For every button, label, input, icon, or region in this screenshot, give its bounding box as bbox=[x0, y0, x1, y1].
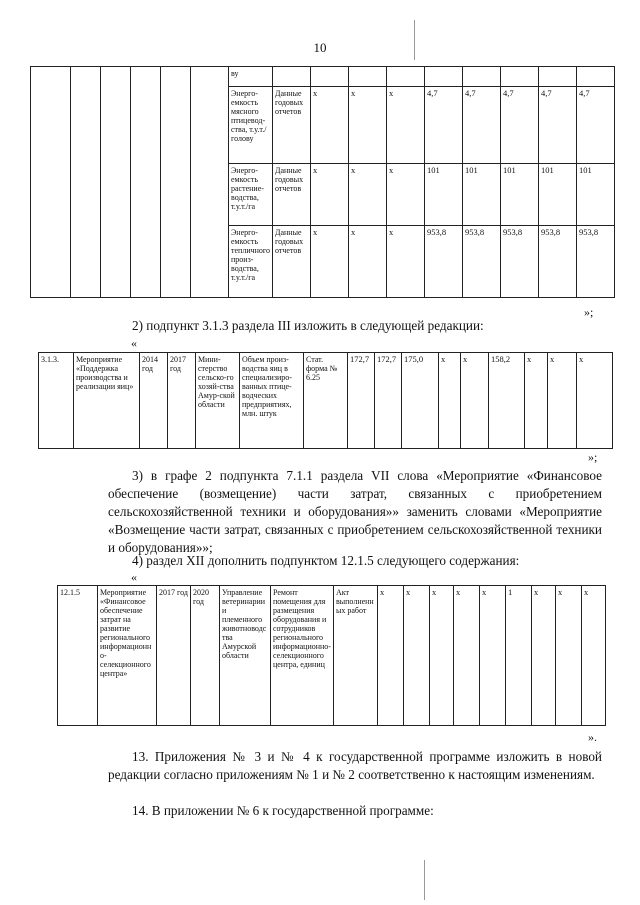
closing-quote-mark: »; bbox=[588, 450, 598, 464]
table-cell: х bbox=[387, 226, 425, 298]
table-cell: х bbox=[480, 586, 506, 726]
table-cell: Стат. форма № 6.25 bbox=[304, 353, 348, 449]
table-cell: х bbox=[439, 353, 461, 449]
table-cell: 953,8 bbox=[501, 226, 539, 298]
table-cell: 953,8 bbox=[463, 226, 501, 298]
closing-quote-mark: »; bbox=[584, 305, 594, 319]
table-cell: 1 bbox=[506, 586, 532, 726]
table-cell: х bbox=[461, 353, 489, 449]
indicator-source: Данные годовых отчетов bbox=[273, 226, 311, 298]
indicator-name: Энерго-емкость растение-водства, т.у.т./га bbox=[229, 164, 273, 226]
paragraph-item-14: 14. В приложении № 6 к государственной программе: bbox=[132, 803, 434, 818]
indicator-source: Данные годовых отчетов bbox=[273, 164, 311, 226]
table-cell: 172,7 bbox=[375, 353, 402, 449]
paragraph-item-2: 2) подпункт 3.1.3 раздела III изложить в следующей редакции: bbox=[132, 318, 484, 333]
table-cell: 175,0 bbox=[402, 353, 439, 449]
table-cell: х bbox=[311, 226, 349, 298]
table-cell: 101 bbox=[539, 164, 577, 226]
opening-quote-mark: « bbox=[131, 336, 137, 350]
table-cell: 2017 год bbox=[157, 586, 191, 726]
table-cell: Ремонт помещения для размещения оборудования и сотрудников регионального информационно-селекционного центра, единиц bbox=[271, 586, 334, 726]
indicator-name: ву bbox=[229, 67, 273, 87]
table-cell: х bbox=[349, 87, 387, 164]
table-cell: 101 bbox=[501, 164, 539, 226]
table-row bbox=[39, 353, 613, 449]
indicator-source bbox=[273, 67, 311, 87]
table-cell: х bbox=[387, 164, 425, 226]
table-cell: Мероприятие «Финансовое обеспечение затрат на развитие регионального информационно-селекционного центра» bbox=[98, 586, 157, 726]
table-cell: х bbox=[387, 87, 425, 164]
opening-quote-mark: « bbox=[131, 570, 137, 584]
scan-fold-line bbox=[414, 20, 415, 60]
table-cell: 4,7 bbox=[577, 87, 615, 164]
table-cell: х bbox=[548, 353, 577, 449]
scan-fold-line bbox=[424, 860, 425, 900]
table-cell: 953,8 bbox=[539, 226, 577, 298]
table-cell: х bbox=[311, 87, 349, 164]
closing-quote-mark: ». bbox=[588, 730, 597, 744]
table-cell: х bbox=[349, 164, 387, 226]
paragraph-item-4: 4) раздел XII дополнить подпунктом 12.1.5 следующего содержания: bbox=[132, 553, 520, 568]
table-cell: Управление ветеринарии и племенного животноводства Амурской области bbox=[220, 586, 271, 726]
table-cell: х bbox=[311, 164, 349, 226]
paragraph-item-13: 13. Приложения № 3 и № 4 к государственной программе изложить в новой редакции согласно приложениям № 1 и № 2 соответственно к настоящим изменениям. bbox=[108, 749, 602, 782]
table-cell: х bbox=[404, 586, 430, 726]
table-cell: 953,8 bbox=[425, 226, 463, 298]
table-cell: 101 bbox=[425, 164, 463, 226]
table-cell: х bbox=[349, 226, 387, 298]
table-cell: Мини-стерство сельско-го хозяй-ства Амур-ской области bbox=[196, 353, 240, 449]
table-cell: х bbox=[525, 353, 548, 449]
table-cell: 158,2 bbox=[489, 353, 525, 449]
table-cell: 101 bbox=[577, 164, 615, 226]
table-cell: 12.1.5 bbox=[58, 586, 98, 726]
table-row bbox=[31, 67, 615, 87]
table-cell: 2017 год bbox=[168, 353, 196, 449]
paragraph-item-3: 3) в графе 2 подпункта 7.1.1 раздела VII слова «Мероприятие «Финансовое обеспечение (возмещение) части затрат, связанных с приобретением сельскохозяйственной техники и оборудования»» заменить словами «Мероприятие «Возмещение части затрат, связанных с приобретением сельскохозяйственной техники и оборудования»»; bbox=[108, 468, 602, 555]
subitem-3-1-3-table bbox=[38, 352, 613, 449]
table-cell: 101 bbox=[463, 164, 501, 226]
table-cell: Мероприятие «Поддержка производства и реализации яиц» bbox=[74, 353, 140, 449]
table-cell: х bbox=[430, 586, 454, 726]
table-cell: 2020 год bbox=[191, 586, 220, 726]
indicator-source: Данные годовых отчетов bbox=[273, 87, 311, 164]
table-cell: х bbox=[556, 586, 582, 726]
indicator-name: Энерго-емкость мясного птицевод-ства, т.у.т./голову bbox=[229, 87, 273, 164]
table-cell: 172,7 bbox=[348, 353, 375, 449]
table-cell: 4,7 bbox=[501, 87, 539, 164]
table-cell: 4,7 bbox=[425, 87, 463, 164]
table-cell: х bbox=[577, 353, 613, 449]
table-cell: 953,8 bbox=[577, 226, 615, 298]
indicator-name: Энерго-емкость тепличного произ-водства, т.у.т./га bbox=[229, 226, 273, 298]
table-cell: Объем произ-водства яиц в специализиро-ванных птице-водческих предприятиях, млн. штук bbox=[240, 353, 304, 449]
table-cell: Акт выполненных работ bbox=[334, 586, 378, 726]
page-number: 10 bbox=[313, 40, 327, 55]
table-row bbox=[58, 586, 606, 726]
table-cell: х bbox=[582, 586, 606, 726]
table-cell: х bbox=[532, 586, 556, 726]
indicators-table-continuation bbox=[30, 66, 615, 298]
table-cell: 4,7 bbox=[463, 87, 501, 164]
table-cell: 4,7 bbox=[539, 87, 577, 164]
table-cell: х bbox=[454, 586, 480, 726]
table-cell: 2014 год bbox=[140, 353, 168, 449]
subitem-12-1-5-table bbox=[57, 585, 606, 726]
table-cell: 3.1.3. bbox=[39, 353, 74, 449]
table-cell: х bbox=[378, 586, 404, 726]
